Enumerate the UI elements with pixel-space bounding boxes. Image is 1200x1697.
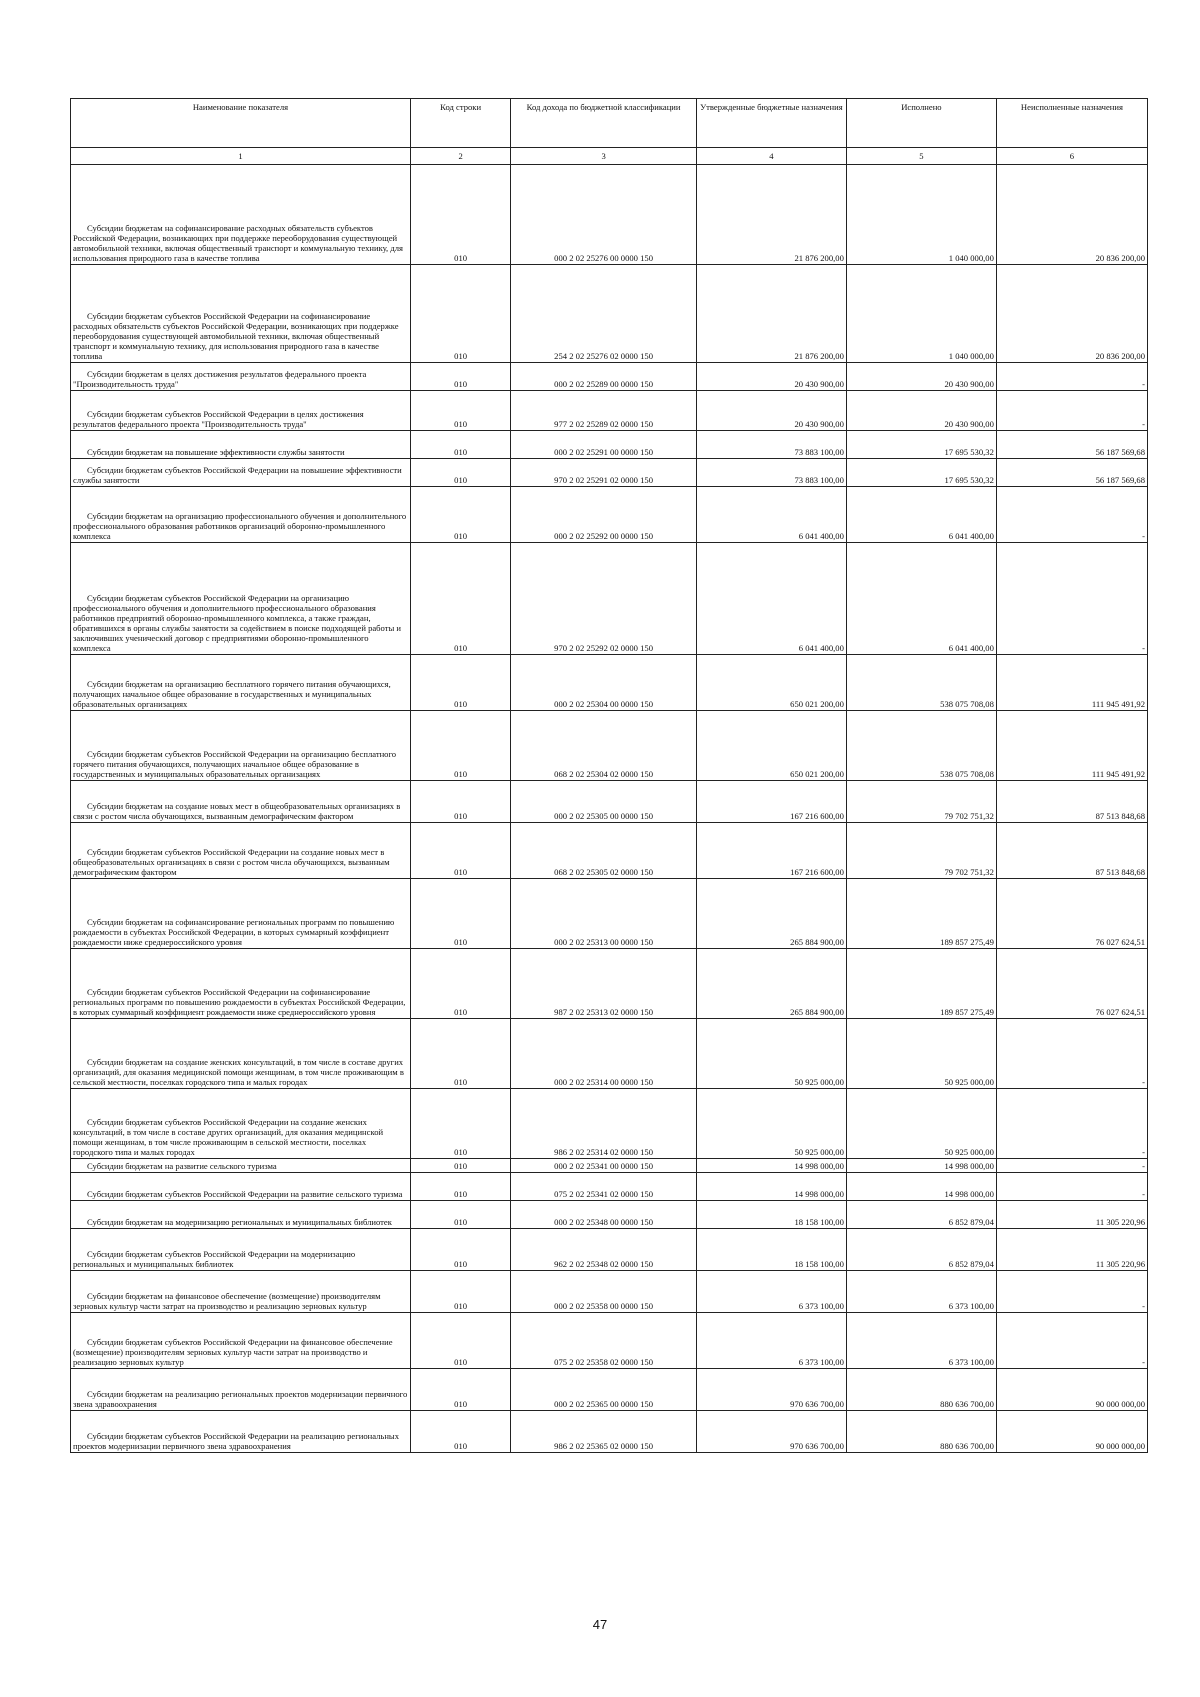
row-income-code: 075 2 02 25341 02 0000 150: [511, 1173, 697, 1201]
table-row: [71, 1369, 1148, 1411]
header-approved: Утвержденные бюджетные назначения: [696, 99, 846, 148]
row-executed: 538 075 708,08: [846, 655, 996, 711]
table-row: [71, 459, 1148, 487]
row-approved: 20 430 900,00: [696, 363, 846, 391]
row-line-code: 010: [410, 1411, 510, 1453]
row-approved: 18 158 100,00: [696, 1201, 846, 1229]
row-line-code: 010: [410, 543, 510, 655]
row-unexecuted: 87 513 848,68: [996, 781, 1147, 823]
row-approved: 50 925 000,00: [696, 1089, 846, 1159]
table-row: [71, 781, 1148, 823]
row-unexecuted: -: [996, 1089, 1147, 1159]
row-approved: 73 883 100,00: [696, 459, 846, 487]
row-name: [71, 1173, 411, 1201]
row-line-code: 010: [410, 781, 510, 823]
row-income-code: 000 2 02 25313 00 0000 150: [511, 879, 697, 949]
row-unexecuted: 111 945 491,92: [996, 711, 1147, 781]
header-income-code: Код дохода по бюджетной классификации: [511, 99, 697, 148]
table-row: [71, 1201, 1148, 1229]
row-line-code: 010: [410, 487, 510, 543]
row-unexecuted: 90 000 000,00: [996, 1411, 1147, 1453]
row-executed: 14 998 000,00: [846, 1159, 996, 1173]
row-executed: 79 702 751,32: [846, 781, 996, 823]
row-unexecuted: 90 000 000,00: [996, 1369, 1147, 1411]
row-income-code: 986 2 02 25314 02 0000 150: [511, 1089, 697, 1159]
row-income-code: 000 2 02 25305 00 0000 150: [511, 781, 697, 823]
row-name: [71, 823, 411, 879]
row-approved: 167 216 600,00: [696, 823, 846, 879]
row-income-code: 000 2 02 25289 00 0000 150: [511, 363, 697, 391]
row-line-code: 010: [410, 165, 510, 265]
table-row: [71, 1173, 1148, 1201]
row-name: [71, 1369, 411, 1411]
row-unexecuted: -: [996, 543, 1147, 655]
row-name: [71, 391, 411, 431]
row-approved: 6 041 400,00: [696, 543, 846, 655]
row-approved: 970 636 700,00: [696, 1369, 846, 1411]
row-name: [71, 1089, 411, 1159]
column-number: 1: [71, 148, 411, 165]
row-line-code: 010: [410, 655, 510, 711]
row-name: [71, 1019, 411, 1089]
row-executed: 17 695 530,32: [846, 431, 996, 459]
row-income-code: 970 2 02 25292 02 0000 150: [511, 543, 697, 655]
row-name: [71, 711, 411, 781]
table-row: [71, 1159, 1148, 1173]
row-name-text: Субсидии бюджетам на организацию профессионального обучения и дополнительного профессионального образования работников организаций оборонно-промышленного комплекса: [73, 510, 407, 541]
table-row: [71, 823, 1148, 879]
row-name: [71, 655, 411, 711]
row-line-code: 010: [410, 1313, 510, 1369]
row-approved: 14 998 000,00: [696, 1173, 846, 1201]
header-executed: Исполнено: [846, 99, 996, 148]
table-row: [71, 1411, 1148, 1453]
row-name: [71, 1411, 411, 1453]
table-row: [71, 265, 1148, 363]
row-name-text: Субсидии бюджетам субъектов Российской Федерации на софинансирование расходных обязательств субъектов Российской Федерации, возникающих при поддержке переоборудования существующей автомобильной техники, включая общественный транспорт и коммунальную технику, для использования природного газа в качестве топлива: [73, 310, 399, 361]
row-executed: 6 373 100,00: [846, 1271, 996, 1313]
table-body: [71, 165, 1148, 1453]
table-row: [71, 655, 1148, 711]
row-approved: 14 998 000,00: [696, 1159, 846, 1173]
row-name-text: Субсидии бюджетам в целях достижения результатов федерального проекта "Производительность труда": [73, 368, 367, 389]
row-unexecuted: 56 187 569,68: [996, 431, 1147, 459]
column-number-row: [71, 148, 1148, 165]
row-income-code: 000 2 02 25358 00 0000 150: [511, 1271, 697, 1313]
table-row: [71, 1019, 1148, 1089]
row-unexecuted: 87 513 848,68: [996, 823, 1147, 879]
row-executed: 6 041 400,00: [846, 487, 996, 543]
row-name-text: Субсидии бюджетам на реализацию региональных проектов модернизации первичного звена здравоохранения: [73, 1388, 408, 1409]
table-row: [71, 711, 1148, 781]
row-name-text: Субсидии бюджетам субъектов Российской Федерации на софинансирование региональных программ по повышению рождаемости в субъектах Российской Федерации, в которых суммарный коэффициент рождаемости ниже среднероссийского уровня: [73, 986, 406, 1017]
row-name: [71, 431, 411, 459]
table-row: [71, 879, 1148, 949]
row-executed: 1 040 000,00: [846, 265, 996, 363]
row-executed: 189 857 275,49: [846, 949, 996, 1019]
row-executed: 880 636 700,00: [846, 1411, 996, 1453]
row-executed: 880 636 700,00: [846, 1369, 996, 1411]
row-line-code: 010: [410, 949, 510, 1019]
row-name-text: Субсидии бюджетам на повышение эффективности службы занятости: [87, 446, 345, 457]
header-row: [71, 99, 1148, 148]
row-name: [71, 363, 411, 391]
row-name-text: Субсидии бюджетам субъектов Российской Федерации на развитие сельского туризма: [87, 1188, 403, 1199]
row-income-code: 977 2 02 25289 02 0000 150: [511, 391, 697, 431]
row-line-code: 010: [410, 1019, 510, 1089]
row-income-code: 970 2 02 25291 02 0000 150: [511, 459, 697, 487]
row-unexecuted: 11 305 220,96: [996, 1201, 1147, 1229]
header-unexecuted: Неисполненные назначения: [996, 99, 1147, 148]
row-unexecuted: 111 945 491,92: [996, 655, 1147, 711]
row-income-code: 068 2 02 25304 02 0000 150: [511, 711, 697, 781]
row-name: [71, 1271, 411, 1313]
row-name-text: Субсидии бюджетам на модернизацию региональных и муниципальных библиотек: [87, 1216, 392, 1227]
row-name-text: Субсидии бюджетам на организацию бесплатного горячего питания обучающихся, получающих начальное общее образование в государственных и муниципальных образовательных организациях: [73, 678, 391, 709]
row-executed: 50 925 000,00: [846, 1019, 996, 1089]
row-name-text: Субсидии бюджетам субъектов Российской Федерации на финансовое обеспечение (возмещение) производителям зерновых культур части затрат на производство и реализацию зерновых культур: [73, 1336, 393, 1367]
row-executed: 17 695 530,32: [846, 459, 996, 487]
column-number: 5: [846, 148, 996, 165]
row-income-code: 000 2 02 25348 00 0000 150: [511, 1201, 697, 1229]
row-unexecuted: -: [996, 391, 1147, 431]
row-name-text: Субсидии бюджетам на создание новых мест в общеобразовательных организациях в связи с ростом числа обучающихся, вызванным демографическим фактором: [73, 800, 401, 821]
row-executed: 6 852 879,04: [846, 1229, 996, 1271]
page-number: 47: [592, 1617, 608, 1632]
row-executed: 6 373 100,00: [846, 1313, 996, 1369]
row-name-text: Субсидии бюджетам субъектов Российской Федерации на реализацию региональных проектов модернизации первичного звена здравоохранения: [73, 1430, 400, 1451]
row-approved: 20 430 900,00: [696, 391, 846, 431]
row-approved: 265 884 900,00: [696, 949, 846, 1019]
row-unexecuted: 56 187 569,68: [996, 459, 1147, 487]
row-name-text: Субсидии бюджетам субъектов Российской Федерации на организацию бесплатного горячего питания обучающихся, получающих начальное общее образование в государственных и муниципальных образовательных организациях: [73, 748, 397, 779]
row-line-code: 010: [410, 391, 510, 431]
row-approved: 18 158 100,00: [696, 1229, 846, 1271]
row-approved: 50 925 000,00: [696, 1019, 846, 1089]
column-number: 6: [996, 148, 1147, 165]
row-income-code: 000 2 02 25292 00 0000 150: [511, 487, 697, 543]
row-income-code: 000 2 02 25341 00 0000 150: [511, 1159, 697, 1173]
row-income-code: 000 2 02 25291 00 0000 150: [511, 431, 697, 459]
row-name-text: Субсидии бюджетам на создание женских консультаций, в том числе в составе других организаций, для оказания медицинской помощи женщинам, в том числе проживающим в сельской местности, поселках городского типа и малых городах: [73, 1056, 404, 1087]
row-unexecuted: 76 027 624,51: [996, 949, 1147, 1019]
table-row: [71, 431, 1148, 459]
row-approved: 265 884 900,00: [696, 879, 846, 949]
row-approved: 167 216 600,00: [696, 781, 846, 823]
row-name-text: Субсидии бюджетам субъектов Российской Федерации на создание женских консультаций, в том числе в составе других организаций, для оказания медицинской помощи женщинам, в том числе проживающим в сельской местности, поселках городского типа и малых городах: [73, 1116, 384, 1157]
row-name: [71, 1159, 411, 1173]
row-executed: 20 430 900,00: [846, 391, 996, 431]
row-approved: 21 876 200,00: [696, 265, 846, 363]
row-name: [71, 1229, 411, 1271]
row-name: [71, 165, 411, 265]
row-line-code: 010: [410, 431, 510, 459]
row-name-text: Субсидии бюджетам на развитие сельского туризма: [87, 1160, 277, 1171]
report-table: [70, 98, 1148, 1453]
row-unexecuted: -: [996, 1313, 1147, 1369]
row-name: [71, 1201, 411, 1229]
table-row: [71, 487, 1148, 543]
row-name: [71, 879, 411, 949]
row-line-code: 010: [410, 879, 510, 949]
row-name-text: Субсидии бюджетам на софинансирование расходных обязательств субъектов Российской Федерации, возникающих при поддержке переоборудования существующей автомобильной техники, включая общественный транспорт и коммунальную технику, для использования природного газа в качестве топлива: [73, 222, 403, 263]
row-approved: 650 021 200,00: [696, 711, 846, 781]
table-row: [71, 391, 1148, 431]
row-income-code: 987 2 02 25313 02 0000 150: [511, 949, 697, 1019]
row-unexecuted: -: [996, 487, 1147, 543]
row-unexecuted: 76 027 624,51: [996, 879, 1147, 949]
row-line-code: 010: [410, 1173, 510, 1201]
table-row: [71, 543, 1148, 655]
row-income-code: 962 2 02 25348 02 0000 150: [511, 1229, 697, 1271]
table-row: [71, 949, 1148, 1019]
row-approved: 73 883 100,00: [696, 431, 846, 459]
row-executed: 6 852 879,04: [846, 1201, 996, 1229]
row-executed: 1 040 000,00: [846, 165, 996, 265]
row-unexecuted: 11 305 220,96: [996, 1229, 1147, 1271]
column-number: 2: [410, 148, 510, 165]
row-line-code: 010: [410, 1159, 510, 1173]
row-approved: 21 876 200,00: [696, 165, 846, 265]
row-approved: 6 041 400,00: [696, 487, 846, 543]
row-name: [71, 949, 411, 1019]
row-executed: 14 998 000,00: [846, 1173, 996, 1201]
row-executed: 538 075 708,08: [846, 711, 996, 781]
row-income-code: 254 2 02 25276 02 0000 150: [511, 265, 697, 363]
row-name: [71, 487, 411, 543]
row-name: [71, 1313, 411, 1369]
row-unexecuted: -: [996, 1019, 1147, 1089]
table-row: [71, 165, 1148, 265]
row-executed: 6 041 400,00: [846, 543, 996, 655]
row-name-text: Субсидии бюджетам субъектов Российской Федерации на организацию профессионального обучения и дополнительного профессионального образования работников предприятий оборонно-промышленного комплекса, а также граждан, обратившихся в органы службы занятости за содействием в поиске подходящей работы и заключивших ученический договор с предприятиями оборонно-промышленного комплекса: [73, 592, 402, 653]
row-name: [71, 265, 411, 363]
row-executed: 79 702 751,32: [846, 823, 996, 879]
row-name-text: Субсидии бюджетам субъектов Российской Федерации на повышение эффективности службы занятости: [73, 464, 402, 485]
row-income-code: 000 2 02 25276 00 0000 150: [511, 165, 697, 265]
table-row: [71, 363, 1148, 391]
column-number: 4: [696, 148, 846, 165]
row-income-code: 068 2 02 25305 02 0000 150: [511, 823, 697, 879]
row-name-text: Субсидии бюджетам на софинансирование региональных программ по повышению рождаемости в субъектах Российской Федерации, в которых суммарный коэффициент рождаемости ниже среднероссийского уровня: [73, 916, 395, 947]
row-name: [71, 459, 411, 487]
row-approved: 650 021 200,00: [696, 655, 846, 711]
row-name-text: Субсидии бюджетам субъектов Российской Федерации на модернизацию региональных и муниципальных библиотек: [73, 1248, 356, 1269]
row-approved: 6 373 100,00: [696, 1313, 846, 1369]
row-executed: 20 430 900,00: [846, 363, 996, 391]
row-name-text: Субсидии бюджетам субъектов Российской Федерации на создание новых мест в общеобразовательных организациях в связи с ростом числа обучающихся, вызванным демографическим фактором: [73, 846, 390, 877]
row-name: [71, 781, 411, 823]
row-unexecuted: -: [996, 1271, 1147, 1313]
row-executed: 50 925 000,00: [846, 1089, 996, 1159]
row-unexecuted: 20 836 200,00: [996, 165, 1147, 265]
row-line-code: 010: [410, 459, 510, 487]
row-income-code: 000 2 02 25314 00 0000 150: [511, 1019, 697, 1089]
header-name: Наименование показателя: [71, 99, 411, 148]
row-name-text: Субсидии бюджетам субъектов Российской Федерации в целях достижения результатов федерального проекта "Производительность труда": [73, 408, 364, 429]
row-name: [71, 543, 411, 655]
row-line-code: 010: [410, 1089, 510, 1159]
row-line-code: 010: [410, 265, 510, 363]
row-unexecuted: -: [996, 1173, 1147, 1201]
table-row: [71, 1313, 1148, 1369]
row-approved: 970 636 700,00: [696, 1411, 846, 1453]
row-line-code: 010: [410, 1201, 510, 1229]
row-income-code: 986 2 02 25365 02 0000 150: [511, 1411, 697, 1453]
row-line-code: 010: [410, 711, 510, 781]
row-approved: 6 373 100,00: [696, 1271, 846, 1313]
row-name-text: Субсидии бюджетам на финансовое обеспечение (возмещение) производителям зерновых культур части затрат на производство и реализацию зерновых культур: [73, 1290, 381, 1311]
header-line-code: Код строки: [410, 99, 510, 148]
table-row: [71, 1271, 1148, 1313]
row-income-code: 000 2 02 25304 00 0000 150: [511, 655, 697, 711]
table-row: [71, 1229, 1148, 1271]
row-line-code: 010: [410, 1229, 510, 1271]
row-line-code: 010: [410, 1369, 510, 1411]
row-income-code: 000 2 02 25365 00 0000 150: [511, 1369, 697, 1411]
row-unexecuted: -: [996, 1159, 1147, 1173]
row-unexecuted: 20 836 200,00: [996, 265, 1147, 363]
column-number: 3: [511, 148, 697, 165]
row-unexecuted: -: [996, 363, 1147, 391]
row-income-code: 075 2 02 25358 02 0000 150: [511, 1313, 697, 1369]
table-row: [71, 1089, 1148, 1159]
row-executed: 189 857 275,49: [846, 879, 996, 949]
row-line-code: 010: [410, 363, 510, 391]
row-line-code: 010: [410, 1271, 510, 1313]
row-line-code: 010: [410, 823, 510, 879]
